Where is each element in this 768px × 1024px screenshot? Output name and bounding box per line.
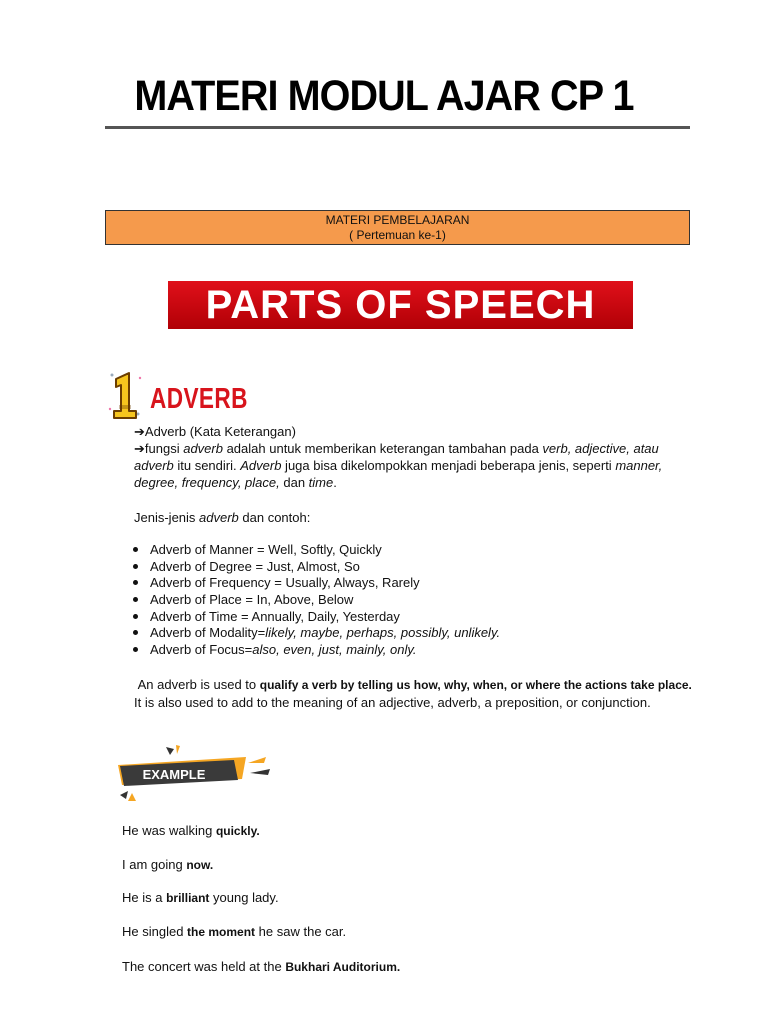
intro-text: itu sendiri. <box>173 458 241 473</box>
adverb-usage <box>134 676 734 711</box>
intro-text: fungsi <box>144 441 184 456</box>
page-title: MATERI MODUL AJAR CP 1 <box>134 72 634 120</box>
list-item <box>133 591 500 608</box>
list-item-examples: also, even, just, mainly, only. <box>252 642 417 658</box>
intro-text: juga bisa dikelompokkan menjadi beberapa jenis, seperti <box>281 458 616 473</box>
list-item <box>133 541 500 558</box>
list-item-label: Adverb of Focus= <box>150 642 253 658</box>
example-sentence <box>122 823 260 838</box>
intro-line-2 <box>134 440 674 491</box>
list-item-examples: likely, maybe, perhaps, possibly, unlikely. <box>265 625 501 641</box>
list-item <box>133 574 500 591</box>
types-heading-text: adverb <box>199 510 239 525</box>
adverb-number: 1 <box>107 369 108 370</box>
sentence-emphasis: quickly. <box>215 824 260 838</box>
example-sentence <box>122 924 346 939</box>
intro-text: dan <box>279 475 309 490</box>
usage-text: An adverb is used to <box>137 677 260 692</box>
list-item-label: Adverb of Manner = Well, Softly, Quickly <box>150 542 382 557</box>
materi-header-box <box>105 210 690 245</box>
right-arrow-icon: ➔ <box>134 424 145 439</box>
sentence-text: He was walking <box>122 823 216 838</box>
intro-text: manner, degree, frequency, place, <box>134 458 663 490</box>
list-item-label: Adverb of Modality= <box>150 625 266 641</box>
list-item-label: Adverb of Degree = Just, Almost, So <box>150 558 360 574</box>
list-item <box>133 558 500 575</box>
list-item <box>133 641 500 658</box>
intro-line-1-text: Adverb (Kata Keterangan) <box>144 424 296 439</box>
right-arrow-icon: ➔ <box>134 441 145 456</box>
intro-text: verb, adjective, atau adverb <box>134 441 659 473</box>
example-badge <box>114 743 272 805</box>
intro-text: time <box>308 475 334 490</box>
list-item <box>133 624 500 641</box>
sentence-text: he saw the car. <box>255 924 347 939</box>
materi-session: ( Pertemuan ke-1) <box>349 228 446 242</box>
number-one-icon <box>107 369 143 421</box>
sentence-emphasis: the moment <box>187 925 256 939</box>
sentence-emphasis: Bukhari Auditorium. <box>285 960 401 974</box>
example-sentence <box>122 890 279 905</box>
list-item-label: Adverb of Time = Annually, Daily, Yesterday <box>150 608 400 624</box>
intro-line-1 <box>134 423 674 440</box>
parts-of-speech-banner: PARTS OF SPEECH <box>168 281 633 329</box>
adverb-types-list <box>133 541 500 658</box>
usage-line-1 <box>134 676 734 694</box>
sentence-text: young lady. <box>209 890 279 905</box>
sentence-text: I am going <box>122 857 187 872</box>
usage-line-2: It is also used to add to the meaning of an adjective, adverb, a preposition, or conjunction. <box>134 695 651 710</box>
intro-text: . <box>333 475 337 490</box>
intro-text: Adverb <box>240 458 282 473</box>
sentence-text: He singled <box>122 924 188 939</box>
adverb-heading: ADVERB <box>150 383 248 415</box>
types-heading <box>134 509 310 526</box>
title-underline <box>105 126 690 129</box>
adverb-intro <box>134 423 674 491</box>
example-sentence <box>122 857 213 872</box>
materi-title: MATERI PEMBELAJARAN <box>325 213 470 227</box>
types-heading-text: Jenis-jenis <box>134 510 200 525</box>
list-item <box>133 608 500 625</box>
intro-text: adverb <box>183 441 223 456</box>
example-label: EXAMPLE <box>142 767 206 782</box>
list-item-label: Adverb of Place = In, Above, Below <box>150 592 354 608</box>
sentence-text: The concert was held at the <box>122 959 286 974</box>
types-heading-text: dan contoh: <box>238 510 311 525</box>
sentence-text: He is a <box>122 890 167 905</box>
list-item-label: Adverb of Frequency = Usually, Always, Rarely <box>150 575 420 591</box>
intro-text: adalah untuk memberikan keterangan tambahan pada <box>222 441 543 456</box>
usage-emphasis: qualify a verb by telling us how, why, when, or where the actions take place. <box>259 678 692 692</box>
example-sentence <box>122 959 400 974</box>
sentence-emphasis: brilliant <box>166 891 210 905</box>
sentence-emphasis: now. <box>186 858 214 872</box>
